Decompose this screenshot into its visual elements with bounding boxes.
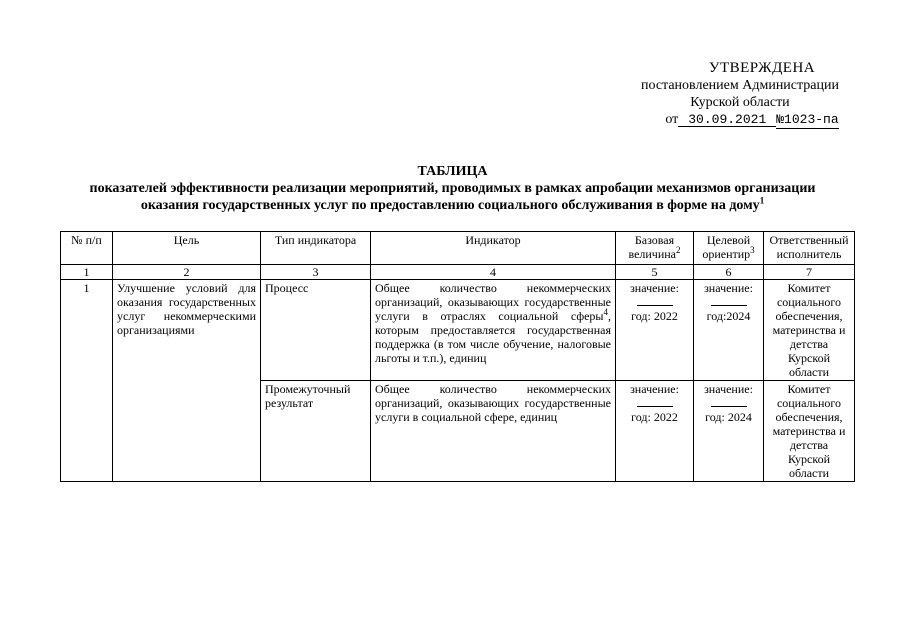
base-value-cell (616, 381, 694, 482)
header-target (694, 232, 764, 265)
approval-line-2: Курской области (690, 95, 790, 110)
document-subtitle-line-2 (0, 197, 905, 214)
document-subtitle-line-1: показателей эффективности реализации мероприятий, проводимых в рамках апробации механизмов организации (89, 181, 816, 196)
document-heading (0, 163, 905, 214)
base-value-blank (637, 299, 673, 306)
target-cell (694, 280, 764, 381)
base-value-blank (637, 400, 673, 407)
column-number: 1 (61, 265, 113, 280)
header-base-value (616, 232, 694, 265)
column-number: 5 (616, 265, 694, 280)
target-blank (711, 299, 747, 306)
target-year: год:2024 (706, 309, 751, 323)
header-responsible: Ответственный исполнитель (764, 232, 855, 265)
approval-title: УТВЕРЖДЕНА (708, 60, 816, 76)
indicator-type-cell: Процесс (261, 280, 371, 381)
column-number: 3 (261, 265, 371, 280)
header-target-text: Целевой ориентир (702, 233, 751, 261)
header-base-value-footnote: 2 (676, 245, 681, 255)
approval-date: 30.09.2021 (678, 113, 776, 127)
approval-block (600, 60, 880, 129)
base-value-year: год: 2022 (631, 309, 678, 323)
indicator-footnote: 4 (603, 307, 608, 317)
target-cell (694, 381, 764, 482)
approval-date-line (612, 111, 892, 129)
base-value-label: значение: (630, 281, 679, 295)
subtitle-footnote: 1 (759, 195, 765, 206)
date-prefix: от (665, 112, 679, 127)
column-number: 4 (371, 265, 616, 280)
approval-line-1: постановлением Администрации (641, 78, 839, 93)
document-title: ТАБЛИЦА (417, 164, 488, 179)
header-num: № п/п (61, 232, 113, 265)
indicator-type-cell: Промежуточный результат (261, 381, 371, 482)
header-indicator: Индикатор (371, 232, 616, 265)
header-target-footnote: 3 (750, 245, 755, 255)
row-number: 1 (61, 280, 113, 482)
base-value-cell (616, 280, 694, 381)
indicator-cell: Общее количество некоммерческих организаций, оказывающих государственные услуги в социальной сфере, единиц (371, 381, 616, 482)
column-number: 2 (113, 265, 261, 280)
target-blank (711, 400, 747, 407)
column-number-row (61, 265, 855, 280)
indicators-table (60, 231, 855, 482)
indicator-cell (371, 280, 616, 381)
target-label: значение: (704, 281, 753, 295)
header-base-value-text: Базовая величина (628, 233, 677, 261)
goal-cell: Улучшение условий для оказания государственных услуг некоммерческими организациями (113, 280, 261, 482)
indicator-text: Общее количество некоммерческих организаций, оказывающих государственные услуги в отраслях социальной сферы (375, 281, 611, 323)
header-goal: Цель (113, 232, 261, 265)
header-indicator-type: Тип индикатора (261, 232, 371, 265)
column-number: 7 (764, 265, 855, 280)
responsible-cell: Комитет социального обеспечения, материнства и детства Курской области (764, 280, 855, 381)
target-label: значение: (704, 382, 753, 396)
indicator-text-continued: , которым предоставляется государственная поддержка (в том числе обучение, налоговые льготы и т.п.), единиц (375, 309, 611, 365)
responsible-cell: Комитет социального обеспечения, материнства и детства Курской области (764, 381, 855, 482)
subtitle-text: оказания государственных услуг по предоставлению социального обслуживания в форме на дому (140, 198, 760, 213)
target-year: год: 2024 (705, 410, 752, 424)
table-row (61, 280, 855, 381)
approval-number: №1023-па (776, 112, 839, 127)
column-number: 6 (694, 265, 764, 280)
header-row (61, 232, 855, 265)
base-value-year: год: 2022 (631, 410, 678, 424)
base-value-label: значение: (630, 382, 679, 396)
